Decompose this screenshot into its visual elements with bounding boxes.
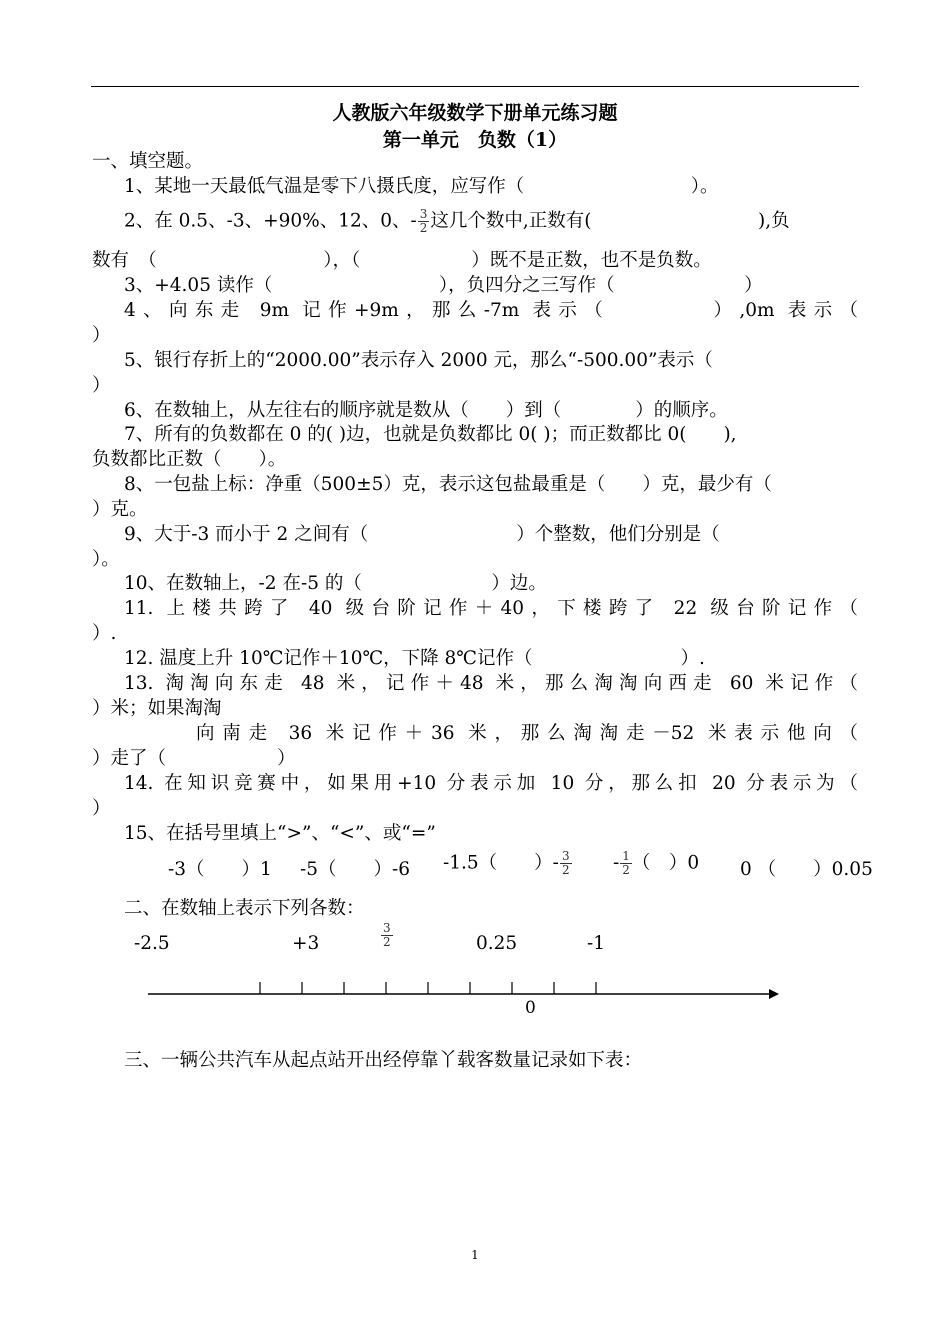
question-9-line-2: ）。 [92,549,120,570]
fraction-denominator: 2 [622,863,630,877]
fraction-numerator: 3 [383,921,391,935]
question-1: 1、某地一天最低气温是零下八摄氏度，应写作（ ）。 [124,176,719,197]
question-8-line-1: 8、一包盐上标：净重（500±5）克，表示这包盐最重是（ ）克，最少有（ [124,474,772,495]
page-title: 人教版六年级数学下册单元练习题 [332,102,618,124]
question-13-line-3: 向南走 36 米记作＋36 米，那么淘淘走－52 米表示他向（ [196,723,858,744]
question-5: 5、银行存折上的“2000.00”表示存入 2000 元，那么“-500.00”表示（ [124,350,713,371]
comparison-5: 0 （ ）0.05 [740,859,873,880]
question-4: 4、向东走 9m 记作+9m，那么-7m 表示（ ）,0m 表示（ [124,300,858,321]
comparison-3 [443,850,572,877]
question-12: 12. 温度上升 10℃记作＋10℃，下降 8℃记作（ ）. [124,648,705,669]
question-8-line-2: ）克。 [92,499,148,520]
section-3-heading: 三、一辆公共汽车从起点站开出经停靠丫载客数量记录如下表： [124,1050,643,1071]
number-line-zero-label: 0 [525,998,536,1018]
comparison-2: -5（ ）-6 [300,859,411,880]
question-5-end: ） [92,375,111,396]
fraction-3-2 [381,922,393,949]
section-2-heading: 二、在数轴上表示下列各数： [124,898,365,919]
header-rule [91,86,859,87]
question-3: 3、+4.05 读作（ ），负四分之三写作（ ） [124,275,763,296]
fraction-denominator: 2 [419,221,428,235]
fraction-numerator: 3 [419,207,428,221]
number-line-ticks [260,982,596,994]
question-2-line-1 [124,208,860,235]
comparison-3-pre: -1.5（ ）- [443,852,559,874]
fraction-numerator: 3 [561,849,570,863]
comparison-4-pre: - [613,852,620,874]
question-2-post: 这几个数中,正数有( ),负 [430,210,790,232]
question-15: 15、在括号里填上“>”、“<”、或“=” [124,823,436,844]
question-13-line-2: ）米；如果淘淘 [92,698,222,719]
question-2-line-2: 数有 （ ），（ ）既不是正数，也不是负数。 [92,250,712,271]
question-11: 11. 上楼共跨了 40 级台阶记作＋40，下楼跨了 22 级台阶记作（ [124,598,858,619]
comparison-4 [613,850,699,877]
fraction-denominator: 2 [383,935,391,949]
question-13-line-4: ）走了（ ） [92,748,296,769]
number-label-2: +3 [292,933,320,954]
fraction-denominator: 2 [561,863,570,877]
question-9-line-1: 9、大于-3 而小于 2 之间有（ ）个整数，他们分别是（ [124,524,720,545]
section-1-heading: 一、填空题。 [92,151,204,172]
question-2-pre: 2、在 0.5、-3、+90%、12、0、- [124,210,417,232]
question-14-end: ） [92,798,111,819]
fraction-3-2 [560,850,572,877]
comparison-4-post: （ ）0 [631,852,700,874]
number-label-3 [380,922,394,949]
number-line [145,975,785,1015]
question-11-end: ）. [92,623,117,644]
question-7-line-2: 负数都比正数（ ）。 [92,449,287,470]
number-label-4: 0.25 [476,933,518,954]
question-4-end: ） [92,325,111,346]
question-10: 10、在数轴上，-2 在-5 的（ ）边。 [124,573,547,594]
arrow-icon [769,989,779,999]
number-label-5: -1 [587,933,606,954]
comparison-1: -3（ ）1 [168,859,272,880]
unit-subtitle: 第一单元 负数（1） [382,129,568,151]
question-7-line-1: 7、所有的负数都在 0 的( )边，也就是负数都比 0( )；而正数都比 0( ), [124,424,737,445]
number-label-1: -2.5 [134,933,170,954]
question-13-line-1: 13. 淘淘向东走 48 米，记作＋48 米，那么淘淘向西走 60 米记作（ [124,673,858,694]
fraction-numerator: 1 [622,849,630,863]
fraction-1-2 [620,850,632,877]
question-14: 14. 在知识竞赛中，如果用+10 分表示加 10 分，那么扣 20 分表示为（ [124,773,858,794]
fraction-3-2 [418,208,430,235]
question-6: 6、在数轴上，从左往右的顺序就是数从（ ）到（ ）的顺序。 [124,400,728,421]
page-number: 1 [471,1248,479,1262]
